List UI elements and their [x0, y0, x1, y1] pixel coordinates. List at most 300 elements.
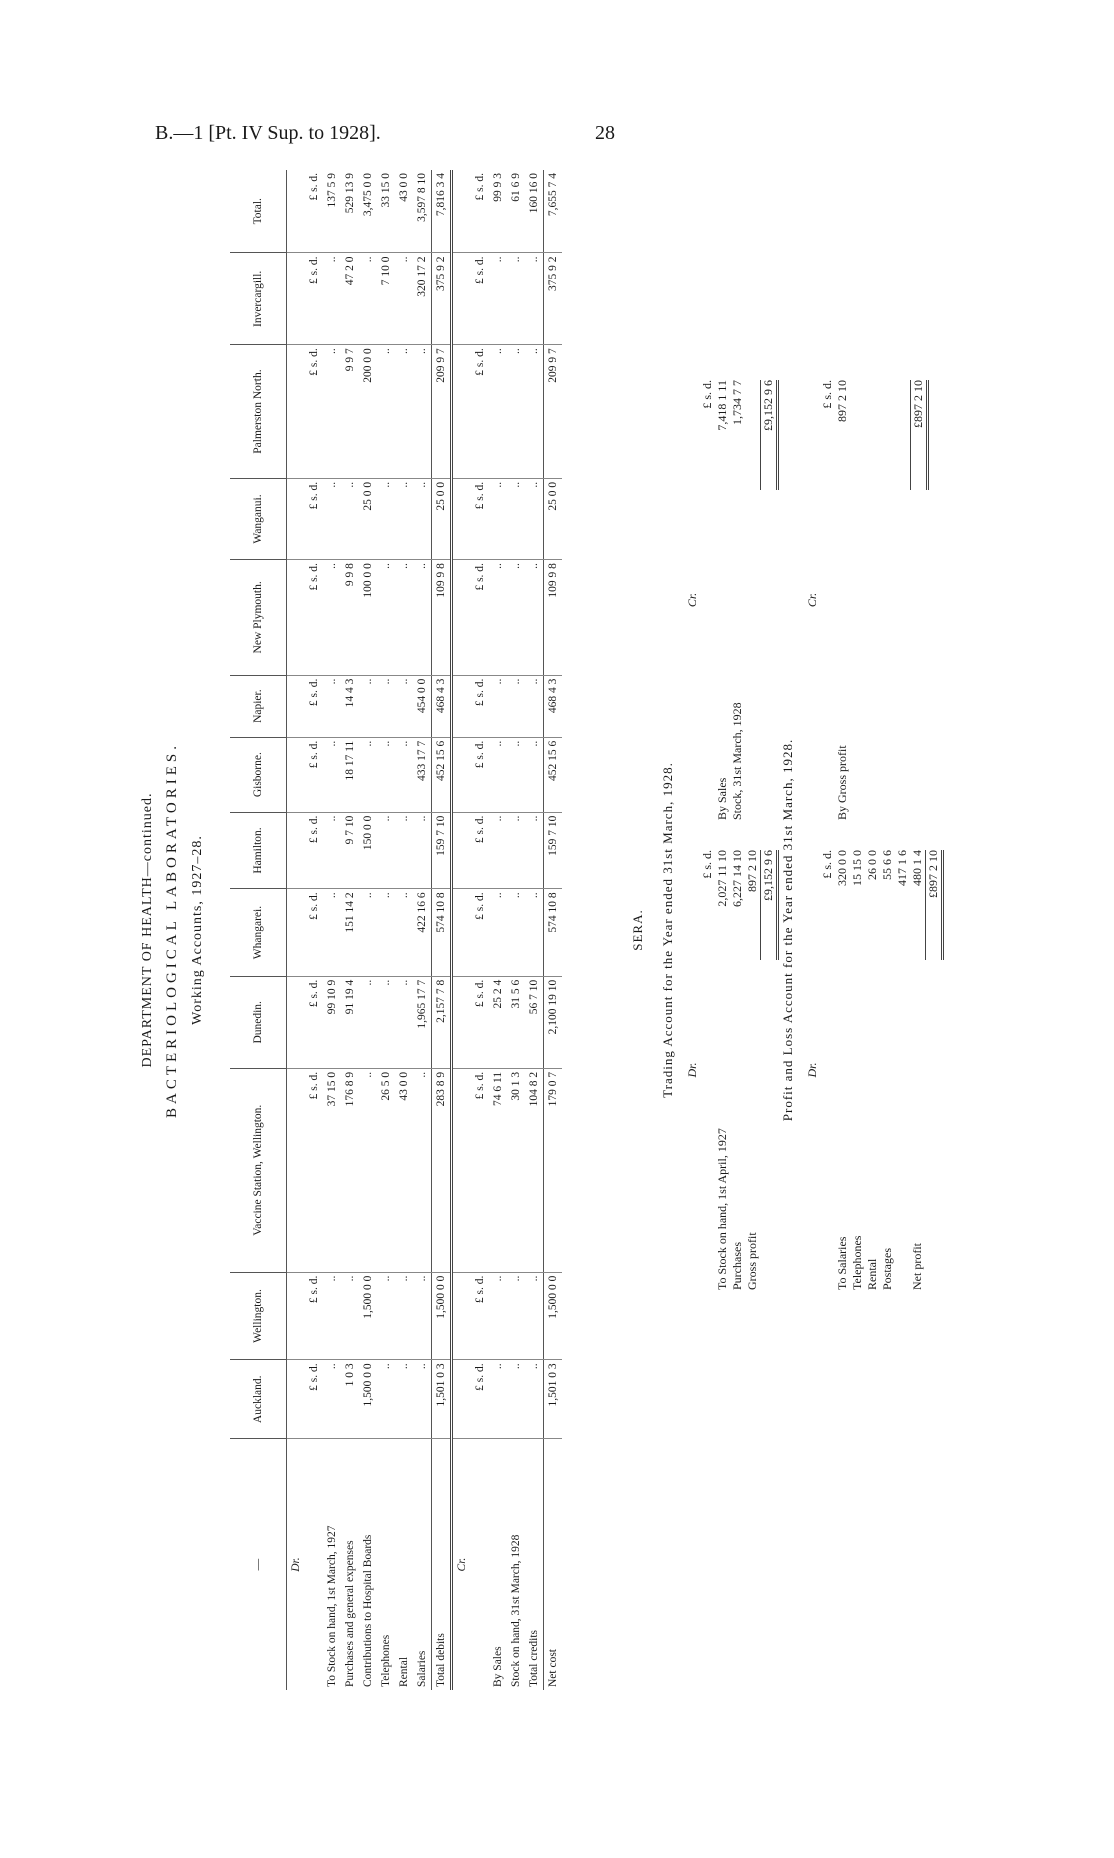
table-body	[287, 170, 563, 1690]
table-row	[359, 170, 377, 1690]
table-cell: ..	[489, 345, 507, 479]
table-cell: ..	[323, 253, 341, 345]
table-cell: ..	[395, 889, 413, 976]
account-total: £9,152 9 6	[760, 850, 779, 960]
table-cell: ..	[377, 1360, 395, 1439]
table-cell: ..	[359, 889, 377, 976]
empty-cell	[287, 1360, 306, 1439]
table-cell: ..	[525, 1360, 544, 1439]
subtotal-row	[895, 850, 910, 1290]
trading-account-title: Trading Account for the Year ended 31st March, 1928.	[660, 762, 675, 1098]
table-cell: ..	[395, 812, 413, 889]
table-cell: ..	[525, 737, 544, 812]
unit-cell: £ s. d.	[305, 737, 323, 812]
account-amount: 6,227 14 10	[730, 850, 744, 907]
table-row	[323, 170, 341, 1690]
table-cell: 1,500 0 0	[359, 1360, 377, 1439]
profit-loss-title: Profit and Loss Account for the Year ended 31st March, 1928.	[780, 738, 795, 1122]
table-cell: ..	[413, 812, 432, 889]
table-cell: 31 5 6	[507, 976, 525, 1068]
table-cell: ..	[341, 1272, 359, 1360]
table-cell: ..	[525, 345, 544, 479]
table-cell: 375 9 2	[432, 253, 452, 345]
unit-cell: £ s. d.	[471, 976, 489, 1068]
total-row	[925, 850, 940, 1290]
empty-cell	[452, 1360, 472, 1439]
table-cell: ..	[489, 1360, 507, 1439]
table-cell: ..	[377, 976, 395, 1068]
table-cell: 25 2 4	[489, 976, 507, 1068]
empty-cell	[452, 1272, 472, 1360]
table-cell: 209 9 7	[432, 345, 452, 479]
table-cell: 422 16 6	[413, 889, 432, 976]
column-header: Dunedin.	[230, 976, 287, 1068]
table-cell: 176 8 9	[341, 1068, 359, 1272]
profit-loss-debit-side	[805, 850, 940, 1290]
unit-cell: £ s. d.	[471, 889, 489, 976]
table-cell: ..	[525, 253, 544, 345]
table-cell: ..	[413, 1272, 432, 1360]
table-cell: 109 9 8	[432, 560, 452, 676]
account-amount: 26 0 0	[865, 850, 879, 880]
table-cell: 454 0 0	[413, 675, 432, 737]
table-cell: 1,501 0 3	[432, 1360, 452, 1439]
table-cell: 37 15 0	[323, 1068, 341, 1272]
column-header: Wanganui.	[230, 478, 287, 559]
table-cell: 375 9 2	[544, 253, 563, 345]
table-cell: 25 0 0	[544, 478, 563, 559]
row-label: Telephones	[377, 1439, 395, 1690]
row-label: Net cost	[544, 1439, 563, 1690]
table-cell: ..	[413, 478, 432, 559]
table-cell: ..	[323, 812, 341, 889]
table-cell: 2,157 7 8	[432, 976, 452, 1068]
table-row	[432, 170, 452, 1690]
department-title: DEPARTMENT OF HEALTH—continued.	[140, 792, 155, 1068]
column-header: Hamilton.	[230, 812, 287, 889]
column-header: Total.	[230, 170, 287, 253]
table-cell: ..	[377, 1272, 395, 1360]
side-label: Dr.	[685, 1062, 699, 1078]
unit-blank	[305, 1439, 323, 1690]
unit-cell: £ s. d.	[471, 345, 489, 479]
table-cell: 150 0 0	[359, 812, 377, 889]
column-header: Wellington.	[230, 1272, 287, 1360]
row-label: Salaries	[413, 1439, 432, 1690]
table-cell: ..	[377, 478, 395, 559]
account-row	[835, 850, 850, 1290]
empty-cell	[287, 478, 306, 559]
table-cell: ..	[525, 889, 544, 976]
table-cell: ..	[507, 1360, 525, 1439]
empty-cell	[287, 737, 306, 812]
unit-cell: £ s. d.	[471, 478, 489, 559]
table-row	[341, 170, 359, 1690]
table-cell: ..	[525, 478, 544, 559]
table-cell: 433 17 7	[413, 737, 432, 812]
account-row	[715, 850, 730, 1290]
empty-cell	[452, 253, 472, 345]
account-label: By Sales	[715, 777, 729, 820]
table-cell: 61 6 9	[510, 173, 522, 202]
table-cell: ..	[525, 675, 544, 737]
table-cell: ..	[341, 478, 359, 559]
column-header: —	[230, 1439, 287, 1690]
table-cell: 160 16 0	[528, 173, 540, 214]
table-cell: ..	[489, 1272, 507, 1360]
column-header: Gisborne.	[230, 737, 287, 812]
account-amount: 480 1 4	[910, 850, 924, 886]
table-cell: ..	[489, 889, 507, 976]
table-cell: 7,816 3 4	[432, 170, 452, 253]
table-cell: ..	[395, 478, 413, 559]
row-label: To Stock on hand, 1st March, 1927	[323, 1439, 341, 1690]
empty-cell	[287, 1068, 306, 1272]
table-cell: 452 15 6	[432, 737, 452, 812]
column-header: Palmerston North.	[230, 345, 287, 479]
table-cell: 7 10 0	[377, 253, 395, 345]
table-cell: 159 7 10	[544, 812, 563, 889]
account-row	[850, 850, 865, 1290]
account-row	[715, 380, 730, 820]
unit-cell: £ s. d.	[471, 737, 489, 812]
empty-cell	[287, 170, 306, 253]
document-reference: B.—1 [Pt. IV Sup. to 1928].	[155, 122, 381, 144]
total-row	[760, 380, 775, 820]
column-header: Whangarei.	[230, 889, 287, 976]
unit-cell: £ s. d.	[471, 1272, 489, 1360]
table-cell: 99 9 3	[492, 173, 504, 202]
unit-cell: £ s. d.	[474, 173, 486, 201]
unit-cell: £ s. d.	[471, 812, 489, 889]
table-cell: ..	[395, 675, 413, 737]
account-row	[835, 380, 850, 820]
unit-cell: £ s. d.	[305, 345, 323, 479]
row-label: Rental	[395, 1439, 413, 1690]
empty-cell	[287, 976, 306, 1068]
trading-debit-side	[685, 850, 775, 1290]
empty-cell	[452, 889, 472, 976]
unit-cell: £ s. d.	[305, 812, 323, 889]
unit: £ s. d.	[820, 850, 834, 879]
empty-cell	[452, 737, 472, 812]
account-row	[745, 850, 760, 1290]
column-header: Napier.	[230, 675, 287, 737]
table-cell: 9 7 10	[341, 812, 359, 889]
unit-row	[305, 170, 323, 1690]
total-row	[760, 850, 775, 1290]
table-cell: ..	[489, 737, 507, 812]
unit-cell: £ s. d.	[305, 1272, 323, 1360]
table-cell: 14 4 3	[341, 675, 359, 737]
table-cell: 283 8 9	[432, 1068, 452, 1272]
spacer	[865, 380, 880, 820]
working-accounts-title: Working Accounts, 1927–28.	[190, 835, 205, 1025]
working-accounts-table	[230, 170, 562, 1690]
table-cell: 529 13 9	[344, 173, 356, 214]
table-cell: 1,965 17 7	[413, 976, 432, 1068]
empty-cell	[452, 1068, 472, 1272]
rotated-landscape-sheet	[140, 170, 940, 1690]
table-cell: ..	[359, 253, 377, 345]
account-label: To Stock on hand, 1st April, 1927	[715, 1128, 729, 1290]
table-row	[413, 170, 432, 1690]
row-label: Total credits	[525, 1439, 544, 1690]
table-cell: 104 8 2	[525, 1068, 544, 1272]
table-cell: ..	[323, 675, 341, 737]
total-row	[910, 380, 925, 820]
account-amount: 320 0 0	[835, 850, 849, 886]
table-cell: ..	[507, 812, 525, 889]
table-cell: ..	[413, 1068, 432, 1272]
table-cell: 3,475 0 0	[362, 173, 374, 217]
table-row	[544, 170, 563, 1690]
table-cell: 468 4 3	[432, 675, 452, 737]
table-cell: ..	[395, 253, 413, 345]
table-cell: ..	[489, 675, 507, 737]
table-row	[525, 170, 544, 1690]
empty-cell	[452, 478, 472, 559]
table-row	[489, 170, 507, 1690]
table-cell: 574 10 8	[432, 889, 452, 976]
table-cell: ..	[489, 478, 507, 559]
table-cell: ..	[323, 560, 341, 676]
table-cell: ..	[507, 345, 525, 479]
unit-cell: £ s. d.	[471, 1068, 489, 1272]
column-header: Invercargill.	[230, 253, 287, 345]
empty-cell	[287, 253, 306, 345]
table-cell: 7,655 7 4	[544, 170, 563, 253]
table-cell: ..	[507, 675, 525, 737]
table-cell: 137 5 9	[326, 173, 338, 208]
unit-cell: £ s. d.	[305, 1360, 323, 1439]
account-label: Net profit	[910, 1243, 924, 1290]
account-total: £9,152 9 6	[760, 380, 779, 490]
table-cell: ..	[323, 1272, 341, 1360]
table-cell: 2,100 19 10	[544, 976, 563, 1068]
unit-cell: £ s. d.	[305, 560, 323, 676]
table-cell: ..	[395, 737, 413, 812]
table-cell: 1,500 0 0	[544, 1272, 563, 1360]
table-cell: 1,501 0 3	[544, 1360, 563, 1439]
empty-cell	[287, 889, 306, 976]
account-label: Purchases	[730, 1242, 744, 1290]
empty-cell	[452, 812, 472, 889]
unit-cell: £ s. d.	[305, 675, 323, 737]
account-row	[730, 850, 745, 1290]
table-cell: ..	[377, 737, 395, 812]
spacer	[850, 380, 865, 820]
table-cell: 47 2 0	[341, 253, 359, 345]
account-label: Rental	[865, 1258, 879, 1290]
row-label: Total debits	[432, 1439, 452, 1690]
account-total: £897 2 10	[910, 380, 929, 490]
empty-cell	[452, 345, 472, 479]
column-header: Vaccine Station, Wellington.	[230, 1068, 287, 1272]
table-cell: 91 19 4	[341, 976, 359, 1068]
page-number: 28	[595, 122, 615, 144]
table-cell: 74 6 11	[489, 1068, 507, 1272]
table-cell: 26 5 0	[377, 1068, 395, 1272]
empty-cell	[452, 170, 472, 253]
account-label: To Salaries	[835, 1236, 849, 1290]
table-cell: ..	[395, 976, 413, 1068]
unit-row	[700, 380, 715, 820]
table-cell: 159 7 10	[432, 812, 452, 889]
table-cell: ..	[525, 812, 544, 889]
table-cell: ..	[525, 560, 544, 676]
account-label: Stock, 31st March, 1928	[730, 702, 744, 820]
unit: £ s. d.	[700, 380, 714, 409]
table-cell: ..	[377, 675, 395, 737]
section-label: Cr.	[452, 1439, 472, 1690]
account-row	[730, 380, 745, 820]
table-cell: 43 0 0	[398, 173, 410, 202]
account-row	[865, 850, 880, 1290]
table-cell: 3,597 8 10	[416, 173, 428, 222]
unit-cell: £ s. d.	[471, 560, 489, 676]
laboratories-title: BACTERIOLOGICAL LABORATORIES.	[164, 742, 180, 1119]
empty-cell	[287, 560, 306, 676]
empty-cell	[287, 812, 306, 889]
account-amount: 15 15 0	[850, 850, 864, 886]
table-cell: ..	[395, 345, 413, 479]
table-cell: ..	[507, 253, 525, 345]
spacer	[745, 380, 760, 820]
table-cell: ..	[413, 560, 432, 676]
table-cell: ..	[359, 1068, 377, 1272]
empty-cell	[287, 345, 306, 479]
table-cell: 25 0 0	[432, 478, 452, 559]
table-cell: ..	[359, 737, 377, 812]
spacer	[895, 380, 910, 820]
unit-cell: £ s. d.	[305, 976, 323, 1068]
section-label-row	[452, 170, 472, 1690]
unit-cell: £ s. d.	[308, 173, 320, 201]
account-amount: 897 2 10	[745, 850, 759, 892]
table-cell: 1,500 0 0	[359, 1272, 377, 1360]
row-label: By Sales	[489, 1439, 507, 1690]
table-row	[395, 170, 413, 1690]
side-label: Dr.	[805, 1062, 819, 1078]
empty-cell	[287, 1272, 306, 1360]
table-row	[507, 170, 525, 1690]
table-cell: ..	[377, 560, 395, 676]
table-cell: ..	[413, 345, 432, 479]
table-cell: 320 17 2	[413, 253, 432, 345]
table-cell: 56 7 10	[525, 976, 544, 1068]
unit-cell: £ s. d.	[471, 253, 489, 345]
unit-row	[700, 850, 715, 1290]
section-label-row	[287, 170, 306, 1690]
account-label: By Gross profit	[835, 745, 849, 820]
account-label: Postages	[880, 1248, 894, 1290]
table-cell: ..	[359, 976, 377, 1068]
unit-cell: £ s. d.	[471, 1360, 489, 1439]
table-cell: 574 10 8	[544, 889, 563, 976]
table-cell: ..	[395, 1360, 413, 1439]
table-cell: ..	[507, 560, 525, 676]
profit-loss-credit-side	[805, 380, 925, 820]
account-label: Gross profit	[745, 1232, 759, 1290]
table-cell: 151 14 2	[341, 889, 359, 976]
empty-cell	[452, 976, 472, 1068]
table-cell: ..	[489, 812, 507, 889]
account-row	[880, 850, 895, 1290]
account-amount: 1,734 7 7	[730, 380, 744, 425]
table-cell: 452 15 6	[544, 737, 563, 812]
table-cell: 9 9 7	[341, 345, 359, 479]
unit-blank	[471, 1439, 489, 1690]
unit-row	[820, 380, 835, 820]
table-cell: ..	[395, 1272, 413, 1360]
spacer	[880, 380, 895, 820]
empty-cell	[287, 675, 306, 737]
column-header: Auckland.	[230, 1360, 287, 1439]
table-cell: 209 9 7	[544, 345, 563, 479]
table-cell: ..	[359, 675, 377, 737]
table-header-row	[230, 170, 287, 1690]
table-cell: ..	[507, 1272, 525, 1360]
table-cell: ..	[507, 889, 525, 976]
table-cell: 99 10 9	[323, 976, 341, 1068]
account-amount: 55 6 6	[880, 850, 894, 880]
side-label: Cr.	[685, 592, 699, 608]
unit-cell: £ s. d.	[305, 889, 323, 976]
column-header: New Plymouth.	[230, 560, 287, 676]
account-amount: 2,027 11 10	[715, 850, 729, 907]
table-cell: ..	[323, 737, 341, 812]
table-cell: 179 0 7	[544, 1068, 563, 1272]
table-cell: ..	[507, 478, 525, 559]
unit-cell: £ s. d.	[305, 1068, 323, 1272]
table-cell: ..	[377, 889, 395, 976]
table-cell: 100 0 0	[359, 560, 377, 676]
table-cell: ..	[413, 1360, 432, 1439]
table-cell: 25 0 0	[359, 478, 377, 559]
table-cell: 9 9 8	[341, 560, 359, 676]
side-label: Cr.	[805, 592, 819, 608]
table-cell: ..	[525, 1272, 544, 1360]
table-cell: ..	[323, 889, 341, 976]
table-cell: ..	[377, 812, 395, 889]
sera-title: SERA.	[630, 909, 645, 951]
row-label: Contributions to Hospital Boards	[359, 1439, 377, 1690]
section-label: Dr.	[287, 1439, 306, 1690]
table-cell: ..	[323, 1360, 341, 1439]
table-cell: ..	[377, 345, 395, 479]
unit-row	[471, 170, 489, 1690]
row-label: Stock on hand, 31st March, 1928	[507, 1439, 525, 1690]
account-amount: 7,418 1 11	[715, 380, 729, 431]
unit-row	[820, 850, 835, 1290]
unit-cell: £ s. d.	[471, 675, 489, 737]
account-total: £897 2 10	[925, 850, 944, 960]
account-label: Telephones	[850, 1235, 864, 1290]
table-cell: 1 0 3	[341, 1360, 359, 1439]
table-cell: ..	[323, 345, 341, 479]
table-cell: ..	[489, 560, 507, 676]
account-subtotal: 417 1 6	[895, 850, 909, 886]
page-header	[155, 122, 615, 145]
table-cell: ..	[323, 478, 341, 559]
table-cell: 33 15 0	[380, 173, 392, 208]
table-cell: 200 0 0	[359, 345, 377, 479]
table-cell: 1,500 0 0	[432, 1272, 452, 1360]
unit: £ s. d.	[820, 380, 834, 409]
trading-credit-side	[685, 380, 775, 820]
unit-cell: £ s. d.	[305, 478, 323, 559]
